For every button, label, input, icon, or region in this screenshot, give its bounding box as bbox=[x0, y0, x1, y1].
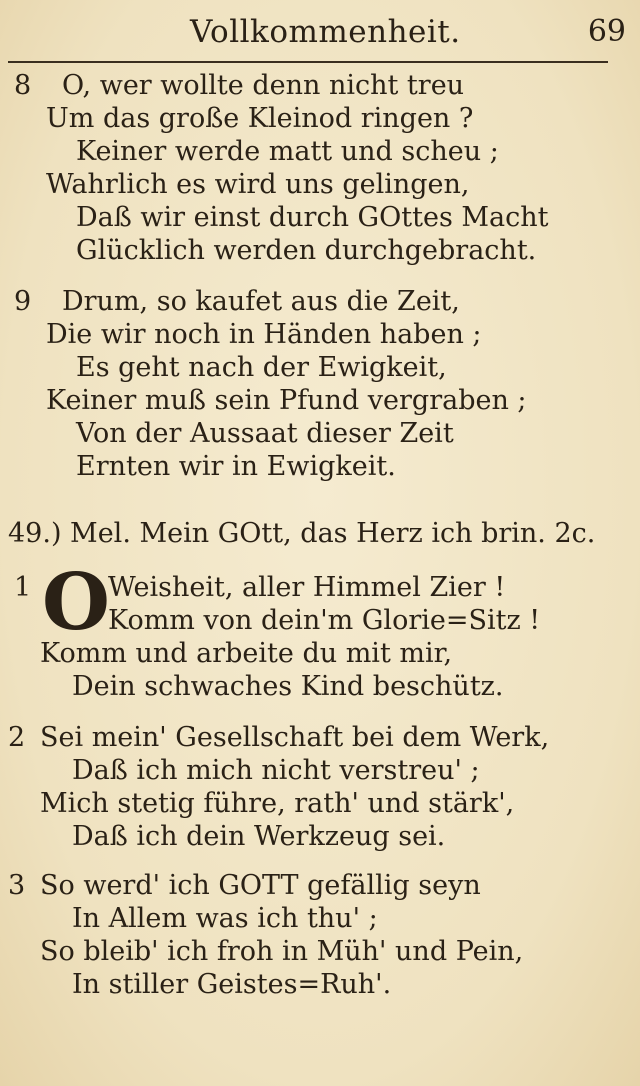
verse-line: Drum, so kaufet aus die Zeit, bbox=[62, 286, 460, 317]
verse-line: Daß ich mich nicht verstreu' ; bbox=[72, 755, 480, 786]
verse-line: Keiner werde matt und scheu ; bbox=[76, 136, 499, 167]
verse-line: Daß ich dein Werkzeug sei. bbox=[72, 821, 446, 852]
verse-line: Daß wir einst durch GOttes Macht bbox=[76, 202, 549, 233]
verse-line: Ernten wir in Ewigkeit. bbox=[76, 451, 396, 482]
verse-line: Komm von dein'm Glorie=Sitz ! bbox=[108, 605, 541, 636]
running-head-title: Vollkommenheit. bbox=[190, 14, 461, 50]
verse-line: Komm und arbeite du mit mir, bbox=[40, 638, 453, 669]
verse-line: In stiller Geistes=Ruh'. bbox=[72, 969, 392, 1000]
verse-number: 8 bbox=[14, 70, 32, 101]
verse-line: In Allem was ich thu' ; bbox=[72, 903, 378, 934]
verse-line: Die wir noch in Händen haben ; bbox=[46, 319, 482, 350]
verse-line: Glücklich werden durchgebracht. bbox=[76, 235, 537, 266]
verse-line: Weisheit, aller Himmel Zier ! bbox=[108, 572, 506, 603]
verse-number: 1 bbox=[14, 572, 32, 603]
verse-line: Dein schwaches Kind beschütz. bbox=[72, 671, 504, 702]
verse-line: Um das große Kleinod ringen ? bbox=[46, 103, 474, 134]
verse-number: 9 bbox=[14, 286, 32, 317]
page-number: 69 bbox=[587, 14, 626, 49]
verse-number: 3 bbox=[8, 870, 26, 901]
verse-line: Sei mein' Gesellschaft bei dem Werk, bbox=[40, 722, 550, 753]
verse-number: 2 bbox=[8, 722, 26, 753]
verse-line: Mich stetig führe, rath' und stärk', bbox=[40, 788, 515, 819]
verse-line: Von der Aussaat dieser Zeit bbox=[76, 418, 454, 449]
verse-line: Wahrlich es wird uns gelingen, bbox=[46, 169, 470, 200]
verse-line: So werd' ich GOTT gefällig seyn bbox=[40, 870, 481, 901]
header-rule bbox=[8, 61, 608, 63]
hymn-heading: 49.) Mel. Mein GOtt, das Herz ich brin. 2c. bbox=[8, 518, 596, 549]
verse-line: Es geht nach der Ewigkeit, bbox=[76, 352, 447, 383]
drop-cap: O bbox=[42, 557, 110, 648]
verse-line: Keiner muß sein Pfund vergraben ; bbox=[46, 385, 527, 416]
verse-line: O, wer wollte denn nicht treu bbox=[62, 70, 465, 101]
verse-line: So bleib' ich froh in Müh' und Pein, bbox=[40, 936, 524, 967]
